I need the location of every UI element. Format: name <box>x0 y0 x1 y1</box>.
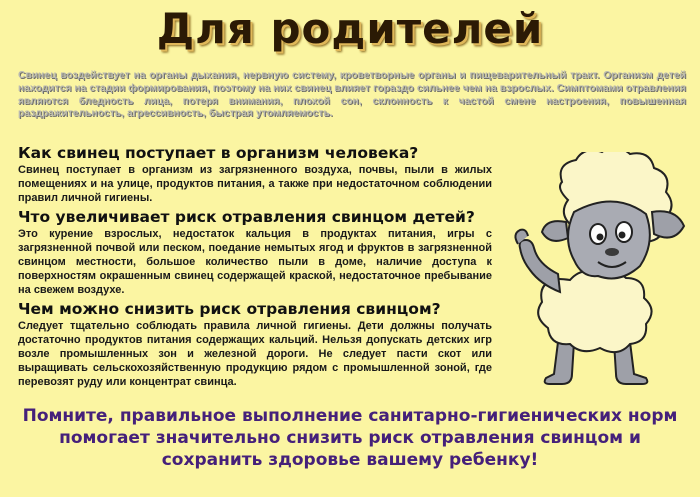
answer-2-text: Это курение взрослых, недостаток кальция в продуктах питания, игры с загрязненной почвой или песком, поедание немытых ягод и фруктов в загрязненной свинцом местности, большое количество пыли в доме, наличие доступа к поверхностям окрашенным свинец содержащей краской, недостаточное пребывание на свежем воздухе. <box>18 227 492 297</box>
question-1-heading: Как свинец поступает в организм человека? <box>18 144 419 162</box>
footer-reminder: Помните, правильное выполнение санитарно-гигиенических норм помогает значительно снизить риск отравления свинцом и сохранить здоровье вашему ребенку! <box>22 406 678 470</box>
intro-paragraph: Свинец воздействует на органы дыхания, нервную систему, кроветворные органы и пищеварительный тракт. Организм детей находится на стадии формирования, поэтому на них свинец влияет гораздо сильнее чем на взрослых. Симптомами отравления являются бледность лица, потеря внимания, плохой сон, склонность к частой смене настроения, повышенная раздражительность, агрессивность, быстрая утомляемость. <box>18 70 686 120</box>
answer-3-text: Следует тщательно соблюдать правила личной гигиены. Дети должны получать достаточно продуктов питания содержащих кальций. Нельзя допускать детских игр возле промышленных зон и железной дороги. Не следует пасти скот или выращивать сельскохозяйственную продукцию рядом с промышленной зоной, где перевозят руду или концентрат свинца. <box>18 319 492 389</box>
answer-1-text: Свинец поступает в организм из загрязненного воздуха, почвы, пыли в жилых помещениях и на улице, продуктов питания, а также при недостаточном соблюдении правил личной гигиены. <box>18 164 492 205</box>
question-3-heading: Чем можно снизить риск отравления свинцом? <box>18 299 441 318</box>
sheep-illustration <box>502 152 692 392</box>
question-2-heading: Что увеличивает риск отравления свинцом детей? <box>18 207 475 226</box>
page-title: Для родителей <box>156 4 544 53</box>
sheep-head <box>542 152 684 278</box>
qa-content <box>18 144 492 392</box>
